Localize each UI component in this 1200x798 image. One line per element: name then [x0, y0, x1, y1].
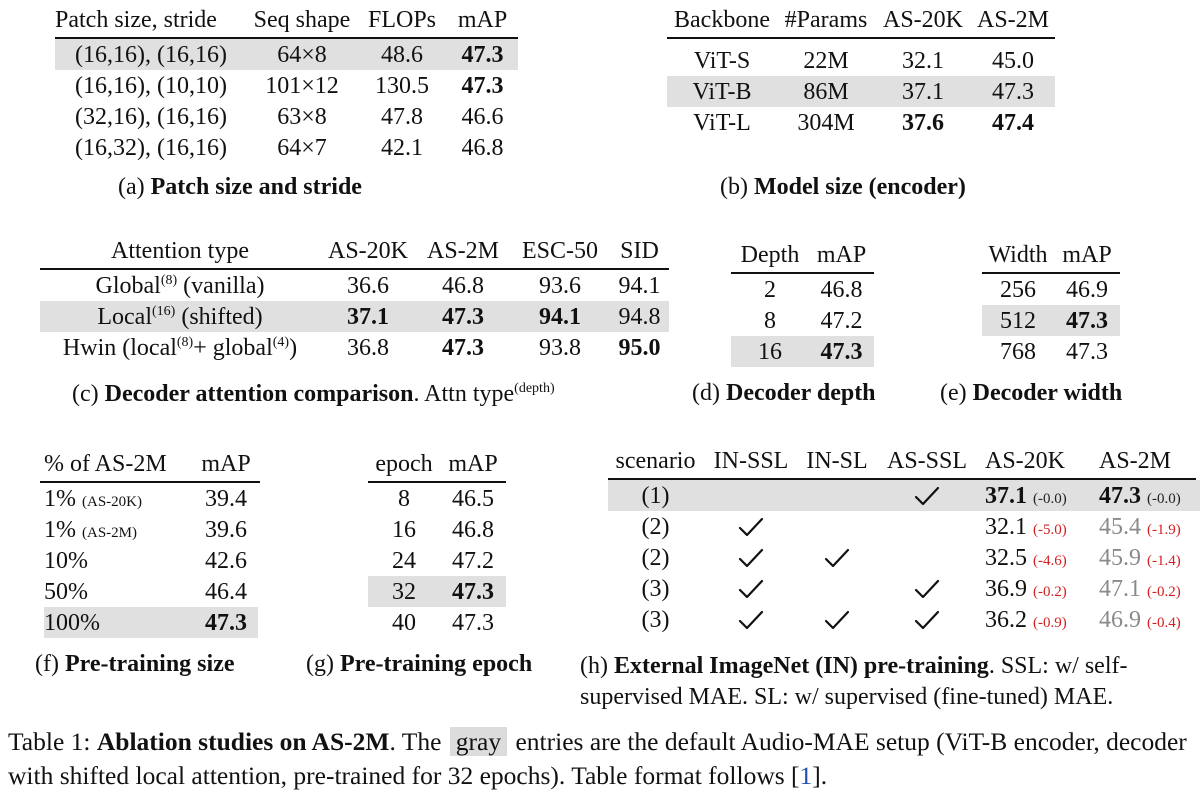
cell-map: 46.6 — [461, 103, 504, 130]
table-row — [44, 483, 258, 514]
gray-swatch: gray — [450, 727, 507, 756]
header-as20k: AS-20K — [985, 448, 1066, 474]
check-icon — [913, 575, 941, 601]
header-in-sl: IN-SL — [806, 448, 868, 474]
caption-text-3: ]. — [812, 761, 828, 791]
table-row — [40, 301, 669, 332]
header-sid: SID — [620, 238, 659, 264]
cell-map: 46.9 — [1066, 276, 1108, 303]
cell-epoch: 16 — [392, 516, 416, 543]
cell-as20k: 37.6 — [902, 109, 944, 136]
header-depth: Depth — [740, 242, 800, 268]
cell-seq: 64×7 — [277, 134, 327, 161]
citation-link[interactable]: 1 — [799, 761, 813, 791]
cell-seq: 63×8 — [277, 103, 327, 130]
header-flops: FLOPs — [367, 7, 437, 33]
as20k-delta: (-0.9) — [1033, 614, 1067, 631]
header-as2m: AS-2M — [976, 7, 1049, 33]
table-f-grid — [44, 445, 258, 638]
caption-text-2: entries are the default Audio-MAE setup (ViT-B encoder, decoder with shifted local attention, pre-trained for 32 epochs). Table format follows [ — [8, 727, 1187, 791]
cell-map: 46.8 — [820, 276, 863, 303]
caption-bold: Decoder attention comparison — [104, 381, 414, 407]
attention-name: Global — [95, 272, 161, 299]
caption-rest-1: . SSL: w/ self- — [988, 653, 1128, 679]
cell-backbone: ViT-B — [692, 78, 752, 105]
cell-map: 47.2 — [452, 547, 494, 574]
table-row — [55, 39, 518, 70]
caption-sup: (depth) — [514, 381, 555, 396]
cell-map: 46.5 — [452, 485, 494, 512]
cell-as20k: 37.1 — [347, 303, 389, 330]
cell-width: 256 — [1000, 276, 1036, 303]
cell-flops: 130.5 — [375, 72, 429, 99]
table-row — [608, 542, 1200, 573]
table-h-header-row — [608, 442, 1200, 480]
table-f-header-row — [44, 445, 258, 483]
caption-text-1: . The — [389, 727, 448, 756]
as2m-value: 47.3 — [1099, 482, 1141, 509]
cell-in-sl — [799, 511, 875, 542]
caption-bold: Decoder depth — [725, 380, 876, 406]
as20k-delta: (-4.6) — [1033, 552, 1067, 569]
as2m-value: 45.9 — [1099, 544, 1141, 571]
check-icon — [737, 544, 765, 570]
caption-bold: Model size (encoder) — [753, 174, 966, 200]
header-scenario: scenario — [615, 448, 696, 474]
table-row — [55, 101, 518, 132]
cell-depth: 2 — [764, 276, 776, 303]
cell-in-sl — [799, 542, 875, 573]
cell-as2m: 47.4 — [992, 109, 1034, 136]
attention-name: Hwin (local — [62, 334, 177, 361]
header-seq: Seq shape — [253, 7, 351, 33]
caption-prefix: (a) — [118, 174, 151, 200]
caption-c — [72, 381, 555, 408]
table-g-grid — [368, 445, 506, 638]
table-row — [368, 483, 506, 514]
cell-width: 768 — [1000, 338, 1036, 365]
table-h-body — [608, 480, 1200, 635]
caption-a — [118, 174, 362, 201]
cell-epoch: 24 — [392, 547, 416, 574]
check-icon — [737, 606, 765, 632]
size-value: 1% — [44, 516, 76, 543]
table-row — [982, 305, 1120, 336]
caption-bold: External ImageNet (IN) pre-training — [613, 653, 989, 679]
cell-map: 39.4 — [205, 485, 247, 512]
caption-d — [692, 380, 876, 407]
table-row — [667, 76, 1055, 107]
cell-depth: 8 — [764, 307, 776, 334]
cell-scenario: (2) — [641, 544, 670, 571]
cell-epoch: 32 — [392, 578, 416, 605]
header-as2m: AS-2M — [426, 238, 499, 264]
as2m-value: 45.4 — [1099, 513, 1141, 540]
header-map: mAP — [448, 451, 498, 477]
cell-in-sl — [799, 480, 875, 511]
cell-as2m: 47.3 — [992, 78, 1034, 105]
cell-as-ssl — [875, 542, 979, 573]
cell-size — [44, 514, 194, 545]
cell-map: 46.4 — [205, 578, 247, 605]
table-row — [40, 270, 669, 301]
caption-g — [306, 651, 532, 678]
cell-map: 39.6 — [205, 516, 247, 543]
header-as-ssl: AS-SSL — [886, 448, 968, 474]
header-map: mAP — [1062, 242, 1112, 268]
cell-in-ssl — [703, 511, 799, 542]
attention-note: ) — [289, 334, 298, 361]
caption-h — [580, 651, 1127, 713]
attention-note: (shifted) — [175, 303, 263, 330]
cell-as-ssl — [875, 511, 979, 542]
cell-width: 512 — [1000, 307, 1036, 334]
caption-prefix: (g) — [306, 651, 340, 677]
cell-as20k — [979, 573, 1095, 604]
cell-in-ssl — [703, 573, 799, 604]
header-params: #Params — [784, 7, 868, 33]
cell-esc50: 93.8 — [539, 334, 581, 361]
table-row — [44, 607, 258, 638]
cell-sid: 94.1 — [618, 272, 661, 299]
caption-prefix: (e) — [940, 380, 973, 406]
cell-size: 10% — [44, 547, 88, 574]
attention-depth: (16) — [152, 303, 176, 319]
check-icon — [823, 606, 851, 632]
caption-prefix: (f) — [35, 651, 65, 677]
caption-bold: Pre-training size — [64, 651, 235, 677]
table-caption — [8, 725, 1193, 794]
table-b-grid — [667, 1, 1055, 138]
table-row — [55, 132, 518, 163]
table-a-header-row — [55, 1, 518, 39]
header-width: Width — [988, 242, 1048, 268]
as2m-value: 47.1 — [1099, 575, 1141, 602]
cell-size: 100% — [44, 609, 100, 636]
as20k-value: 37.1 — [985, 482, 1027, 509]
as20k-delta: (-0.2) — [1033, 583, 1067, 600]
table-row — [731, 305, 874, 336]
table-e-grid — [982, 236, 1120, 367]
cell-esc50: 93.6 — [539, 272, 581, 299]
cell-depth: 16 — [758, 338, 782, 365]
header-attention: Attention type — [111, 238, 249, 264]
caption-prefix: (h) — [580, 653, 614, 679]
header-as2m: AS-2M — [1099, 448, 1172, 474]
attention-depth: (8) — [176, 334, 194, 350]
cell-as20k — [979, 511, 1095, 542]
cell-as2m — [1095, 511, 1200, 542]
header-as20k: AS-20K — [327, 238, 408, 264]
caption-prefix: (c) — [72, 381, 105, 407]
header-epoch: epoch — [375, 451, 433, 477]
cell-map: 47.3 — [452, 578, 494, 605]
table-d-grid — [731, 236, 874, 367]
table-row — [368, 576, 506, 607]
check-icon — [737, 513, 765, 539]
cell-backbone: ViT-S — [693, 47, 751, 74]
cell-params: 86M — [803, 78, 849, 105]
cell-map: 47.3 — [461, 72, 504, 99]
cell-params: 22M — [803, 47, 849, 74]
caption-prefix: (b) — [720, 174, 754, 200]
cell-as20k — [979, 604, 1095, 635]
cell-map: 46.8 — [461, 134, 504, 161]
as2m-delta: (-1.9) — [1147, 521, 1181, 538]
as2m-delta: (-1.4) — [1147, 552, 1181, 569]
cell-sid: 95.0 — [618, 334, 661, 361]
size-value: 1% — [44, 485, 76, 512]
cell-as20k: 37.1 — [902, 78, 944, 105]
table-row — [667, 45, 1055, 76]
caption-rest-2: supervised MAE. SL: w/ supervised (fine-tuned) MAE. — [580, 684, 1114, 711]
header-in-ssl: IN-SSL — [713, 448, 789, 474]
table-c-header-row — [40, 232, 669, 270]
size-note: (AS-20K) — [82, 493, 142, 510]
attention-name: Local — [97, 303, 152, 330]
table-row — [55, 70, 518, 101]
cell-seq: 101×12 — [265, 72, 339, 99]
as2m-delta: (-0.2) — [1147, 583, 1181, 600]
cell-patch: (16,16), (16,16) — [75, 41, 227, 68]
cell-in-sl — [799, 604, 875, 635]
table-row — [368, 545, 506, 576]
table-h-grid — [608, 442, 1200, 635]
cell-scenario: (3) — [641, 575, 670, 602]
table-row — [608, 604, 1200, 635]
as20k-delta: (-0.0) — [1033, 490, 1067, 507]
table-row — [40, 332, 669, 363]
cell-as2m: 47.3 — [442, 334, 484, 361]
as20k-value: 36.9 — [985, 575, 1027, 602]
cell-as-ssl — [875, 573, 979, 604]
table-row — [608, 511, 1200, 542]
attention-note: (vanilla) — [177, 272, 265, 299]
cell-as2m: 46.8 — [442, 272, 484, 299]
cell-as2m — [1095, 604, 1200, 635]
check-icon — [913, 482, 941, 508]
header-map: mAP — [816, 242, 867, 268]
header-map: mAP — [457, 7, 508, 33]
cell-seq: 64×8 — [277, 41, 327, 68]
table-c-grid — [40, 232, 669, 363]
cell-backbone: ViT-L — [693, 109, 751, 136]
table-row — [368, 514, 506, 545]
cell-scenario: (1) — [641, 482, 670, 509]
cell-as2m — [1095, 480, 1200, 511]
size-note: (AS-2M) — [82, 524, 137, 541]
table-row — [731, 274, 874, 305]
cell-esc50: 94.1 — [539, 303, 581, 330]
cell-map: 47.2 — [820, 307, 863, 334]
caption-rest: . Attn type — [413, 381, 515, 407]
cell-in-ssl — [703, 480, 799, 511]
cell-as2m: 47.3 — [442, 303, 484, 330]
cell-map: 47.3 — [1066, 307, 1108, 334]
as20k-value: 36.2 — [985, 606, 1027, 633]
cell-as20k: 36.8 — [347, 334, 389, 361]
cell-patch: (16,32), (16,16) — [75, 134, 227, 161]
attention-depth: (8) — [160, 272, 178, 288]
cell-map: 47.3 — [1066, 338, 1108, 365]
cell-size — [44, 483, 194, 514]
table-g-header-row — [368, 445, 506, 483]
cell-patch: (32,16), (16,16) — [75, 103, 227, 130]
cell-map: 47.3 — [205, 609, 247, 636]
cell-params: 304M — [797, 109, 855, 136]
cell-flops: 47.8 — [381, 103, 423, 130]
as20k-delta: (-5.0) — [1033, 521, 1067, 538]
header-size: % of AS-2M — [44, 451, 167, 477]
caption-b — [720, 174, 966, 201]
cell-as20k — [979, 480, 1095, 511]
table-row — [667, 107, 1055, 138]
cell-scenario: (2) — [641, 513, 670, 540]
cell-map: 47.3 — [452, 609, 494, 636]
header-backbone: Backbone — [674, 7, 770, 33]
caption-label: Table 1: — [8, 727, 97, 756]
caption-e — [940, 380, 1122, 407]
caption-bold: Pre-training epoch — [339, 651, 533, 677]
cell-map: 46.8 — [452, 516, 494, 543]
cell-map: 47.3 — [820, 338, 863, 365]
table-row — [982, 336, 1120, 367]
cell-scenario: (3) — [641, 606, 670, 633]
cell-in-sl — [799, 573, 875, 604]
check-icon — [737, 575, 765, 601]
cell-size: 50% — [44, 578, 88, 605]
cell-in-ssl — [703, 542, 799, 573]
attention-depth-2: (4) — [272, 334, 290, 350]
check-icon — [823, 544, 851, 570]
table-b-header-row — [667, 1, 1055, 39]
header-map: mAP — [201, 451, 251, 477]
cell-as-ssl — [875, 604, 979, 635]
cell-attention — [40, 270, 320, 301]
table-d-header-row — [731, 236, 874, 274]
check-icon — [913, 606, 941, 632]
cell-patch: (16,16), (10,10) — [75, 72, 227, 99]
cell-in-ssl — [703, 604, 799, 635]
cell-as20k: 36.6 — [347, 272, 389, 299]
cell-flops: 48.6 — [381, 41, 423, 68]
caption-f — [35, 651, 235, 678]
cell-map: 47.3 — [461, 41, 504, 68]
as20k-value: 32.5 — [985, 544, 1027, 571]
cell-attention — [40, 332, 320, 363]
cell-attention — [40, 301, 320, 332]
cell-as-ssl — [875, 480, 979, 511]
as2m-delta: (-0.4) — [1147, 614, 1181, 631]
caption-bold: Patch size and stride — [150, 174, 362, 200]
table-a-grid — [55, 1, 518, 163]
caption-prefix: (d) — [692, 380, 726, 406]
attention-mid: + global — [193, 334, 273, 361]
table-row — [368, 607, 506, 638]
table-row — [44, 545, 258, 576]
table-row — [608, 573, 1200, 604]
cell-as20k — [979, 542, 1095, 573]
cell-as2m — [1095, 542, 1200, 573]
cell-epoch: 40 — [392, 609, 416, 636]
cell-sid: 94.8 — [618, 303, 661, 330]
as2m-delta: (-0.0) — [1147, 490, 1181, 507]
table-row — [608, 480, 1200, 511]
table-row — [731, 336, 874, 367]
cell-as2m: 45.0 — [992, 47, 1034, 74]
table-row — [44, 514, 258, 545]
cell-flops: 42.1 — [381, 134, 423, 161]
header-esc50: ESC-50 — [521, 238, 598, 264]
table-row — [44, 576, 258, 607]
caption-bold: Ablation studies on AS-2M — [96, 727, 390, 756]
caption-bold: Decoder width — [972, 380, 1123, 406]
cell-epoch: 8 — [398, 485, 410, 512]
as20k-value: 32.1 — [985, 513, 1027, 540]
header-patch: Patch size, stride — [55, 7, 217, 33]
cell-map: 42.6 — [205, 547, 247, 574]
header-as20k: AS-20K — [882, 7, 963, 33]
table-e-header-row — [982, 236, 1120, 274]
cell-as20k: 32.1 — [902, 47, 944, 74]
as2m-value: 46.9 — [1099, 606, 1141, 633]
cell-as2m — [1095, 573, 1200, 604]
table-row — [982, 274, 1120, 305]
